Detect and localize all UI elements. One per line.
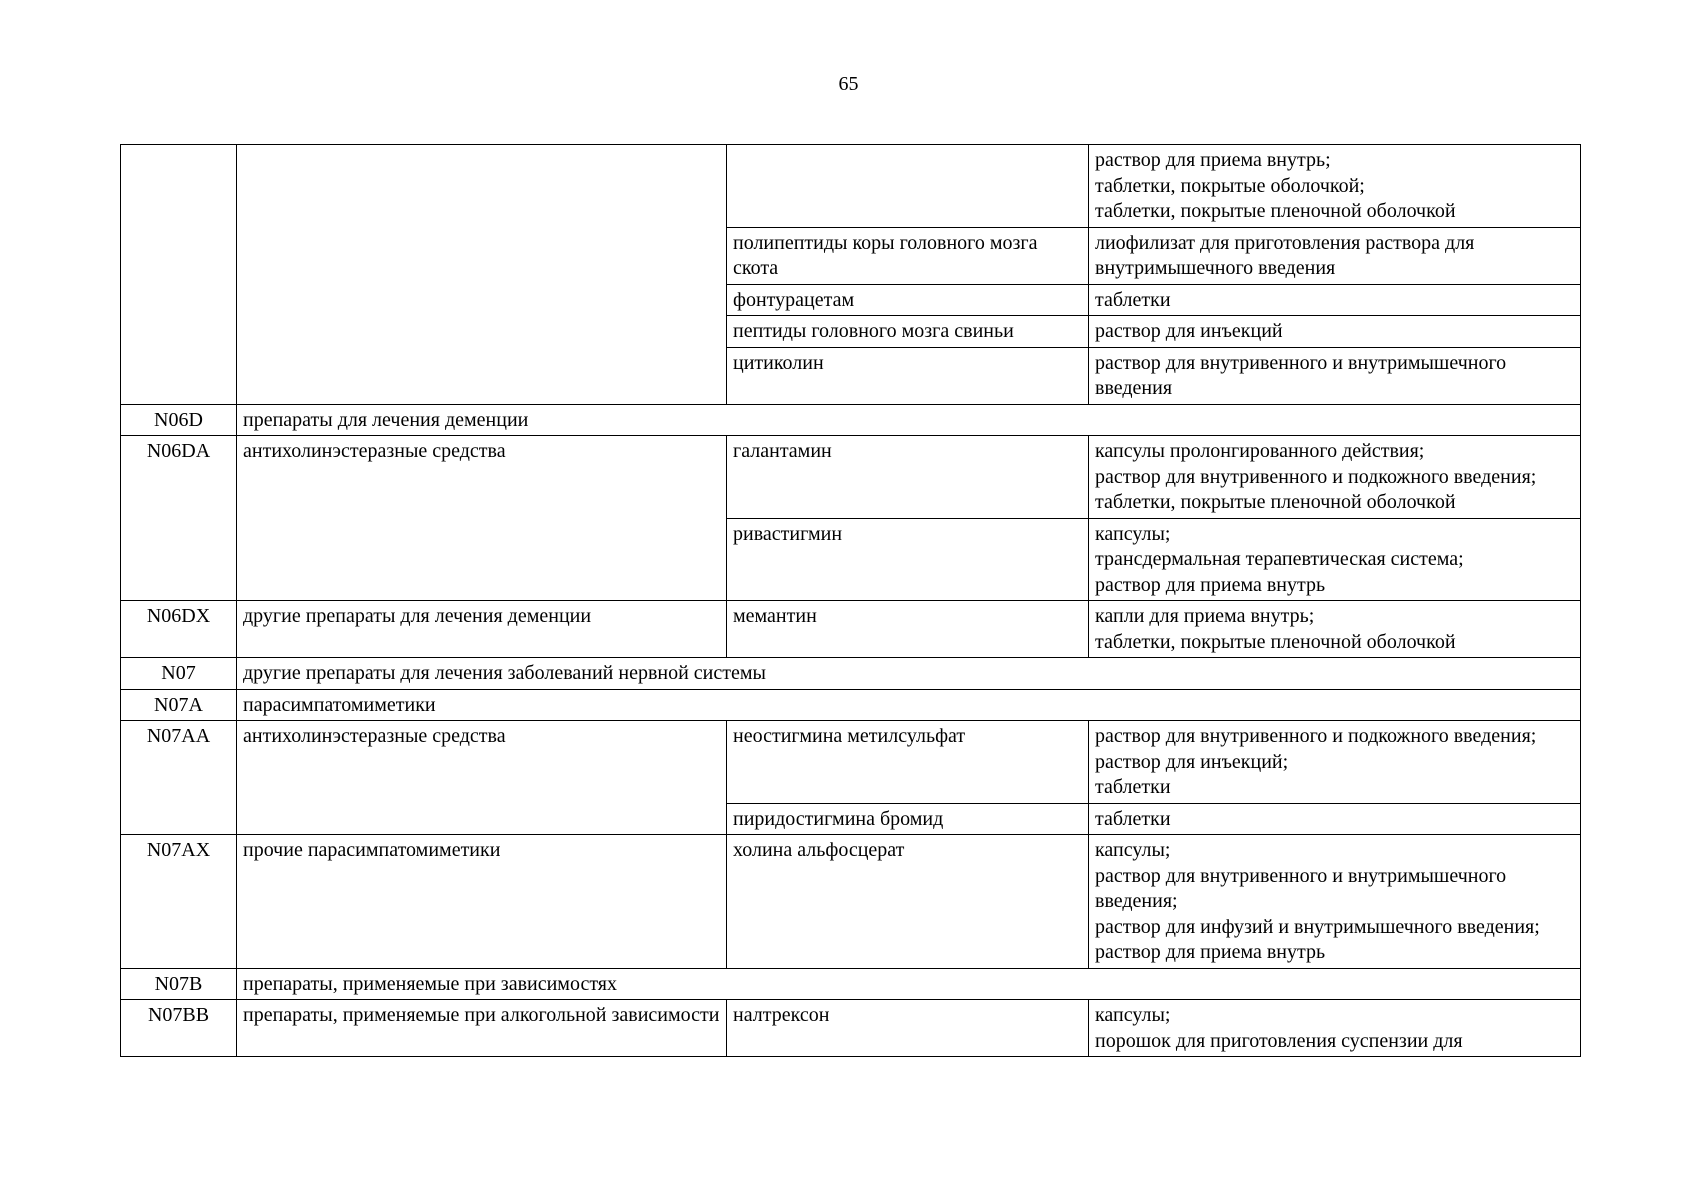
table-row <box>121 601 1581 658</box>
page-number: 65 <box>838 73 859 95</box>
atc-code-cell: N06DA <box>121 436 237 601</box>
table-row <box>121 145 1581 228</box>
group-name-cell: антихолинэстеразные средства <box>237 721 727 835</box>
dosage-form-cell <box>1089 145 1581 228</box>
atc-code-cell: N07AA <box>121 721 237 835</box>
section-title-cell: препараты для лечения деменции <box>237 404 1581 436</box>
dosage-form: таблетки, покрытые пленочной оболочкой <box>1095 630 1456 653</box>
dosage-form: капсулы; <box>1095 1004 1171 1026</box>
atc-code-cell: N06D <box>121 404 237 436</box>
drug-name-cell: пиридостигмина бромид <box>727 803 1089 835</box>
dosage-form: раствор для инъекций <box>1095 320 1283 342</box>
drug-name-cell: галантамин <box>727 436 1089 519</box>
group-name-cell: препараты, применяемые при алкогольной зависимости <box>237 1000 727 1057</box>
group-name-cell <box>237 145 727 405</box>
atc-code-cell: N07BB <box>121 1000 237 1057</box>
group-name-cell: антихолинэстеразные средства <box>237 436 727 601</box>
dosage-form: капсулы; <box>1095 839 1171 861</box>
drug-name-cell: налтрексон <box>727 1000 1089 1057</box>
section-row <box>121 404 1581 436</box>
section-row <box>121 968 1581 1000</box>
dosage-form: раствор для внутривенного и внутримышечного введения <box>1095 351 1507 399</box>
group-name-cell: прочие парасимпатомиметики <box>237 835 727 969</box>
dosage-form: раствор для приема внутрь <box>1095 573 1326 596</box>
table-row <box>121 1000 1581 1057</box>
dosage-form-cell <box>1089 601 1581 658</box>
dosage-form: таблетки, покрытые пленочной оболочкой <box>1095 200 1456 222</box>
dosage-form: капсулы пролонгированного действия; <box>1095 440 1425 462</box>
dosage-form: раствор для приема внутрь; <box>1095 149 1331 171</box>
dosage-form-cell <box>1089 721 1581 804</box>
dosage-form: лиофилизат для приготовления раствора для внутримышечного введения <box>1095 231 1475 279</box>
drug-name-cell: фонтурацетам <box>727 284 1089 316</box>
group-name-cell: другие препараты для лечения деменции <box>237 601 727 658</box>
dosage-form: раствор для приема внутрь <box>1095 941 1326 963</box>
dosage-form: трансдермальная терапевтическая система; <box>1095 548 1464 570</box>
dosage-form-cell <box>1089 436 1581 519</box>
section-title-cell: парасимпатомиметики <box>237 689 1581 721</box>
dosage-form: таблетки, покрытые пленочной оболочкой <box>1095 491 1456 513</box>
dosage-form: таблетки <box>1095 288 1171 311</box>
drug-name-cell: мемантин <box>727 601 1089 658</box>
dosage-form-cell <box>1089 1000 1581 1057</box>
table-row <box>121 835 1581 969</box>
dosage-form: таблетки <box>1095 807 1171 830</box>
dosage-form-cell <box>1089 227 1581 284</box>
drug-name-cell: ривастигмин <box>727 518 1089 601</box>
section-title-cell: другие препараты для лечения заболеваний нервной системы <box>237 658 1581 690</box>
dosage-form-cell <box>1089 284 1581 316</box>
section-row <box>121 658 1581 690</box>
drug-name-cell <box>727 145 1089 228</box>
dosage-form: капли для приема внутрь; <box>1095 605 1315 627</box>
dosage-form-cell <box>1089 835 1581 969</box>
dosage-form: раствор для внутривенного и подкожного введения; <box>1095 465 1537 488</box>
atc-code-cell: N07 <box>121 658 237 690</box>
atc-code-cell: N07B <box>121 968 237 1000</box>
dosage-form: порошок для приготовления суспензии для <box>1095 1029 1463 1052</box>
drug-name-cell: полипептиды коры головного мозга скота <box>727 227 1089 284</box>
dosage-form: раствор для инъекций; <box>1095 750 1289 773</box>
drug-name-cell: пептиды головного мозга свиньи <box>727 316 1089 348</box>
dosage-form: таблетки, покрытые оболочкой; <box>1095 174 1365 197</box>
section-title-cell: препараты, применяемые при зависимостях <box>237 968 1581 1000</box>
atc-code-cell <box>121 145 237 405</box>
atc-code-cell: N07A <box>121 689 237 721</box>
dosage-form-cell <box>1089 347 1581 404</box>
dosage-form: раствор для внутривенного и внутримышечного введения; <box>1095 864 1507 912</box>
dosage-form: раствор для внутривенного и подкожного введения; <box>1095 725 1537 747</box>
dosage-form-cell <box>1089 316 1581 348</box>
dosage-form-cell <box>1089 518 1581 601</box>
drug-name-cell: холина альфосцерат <box>727 835 1089 969</box>
dosage-form: раствор для инфузий и внутримышечного введения; <box>1095 915 1540 938</box>
section-row <box>121 689 1581 721</box>
atc-code-cell: N07AX <box>121 835 237 969</box>
drug-name-cell: цитиколин <box>727 347 1089 404</box>
table-row <box>121 436 1581 519</box>
atc-code-cell: N06DX <box>121 601 237 658</box>
drug-name-cell: неостигмина метилсульфат <box>727 721 1089 804</box>
dosage-form-cell <box>1089 803 1581 835</box>
table-row <box>121 721 1581 804</box>
dosage-form: таблетки <box>1095 776 1171 798</box>
dosage-form: капсулы; <box>1095 522 1171 545</box>
drug-list-table <box>120 144 1581 1057</box>
